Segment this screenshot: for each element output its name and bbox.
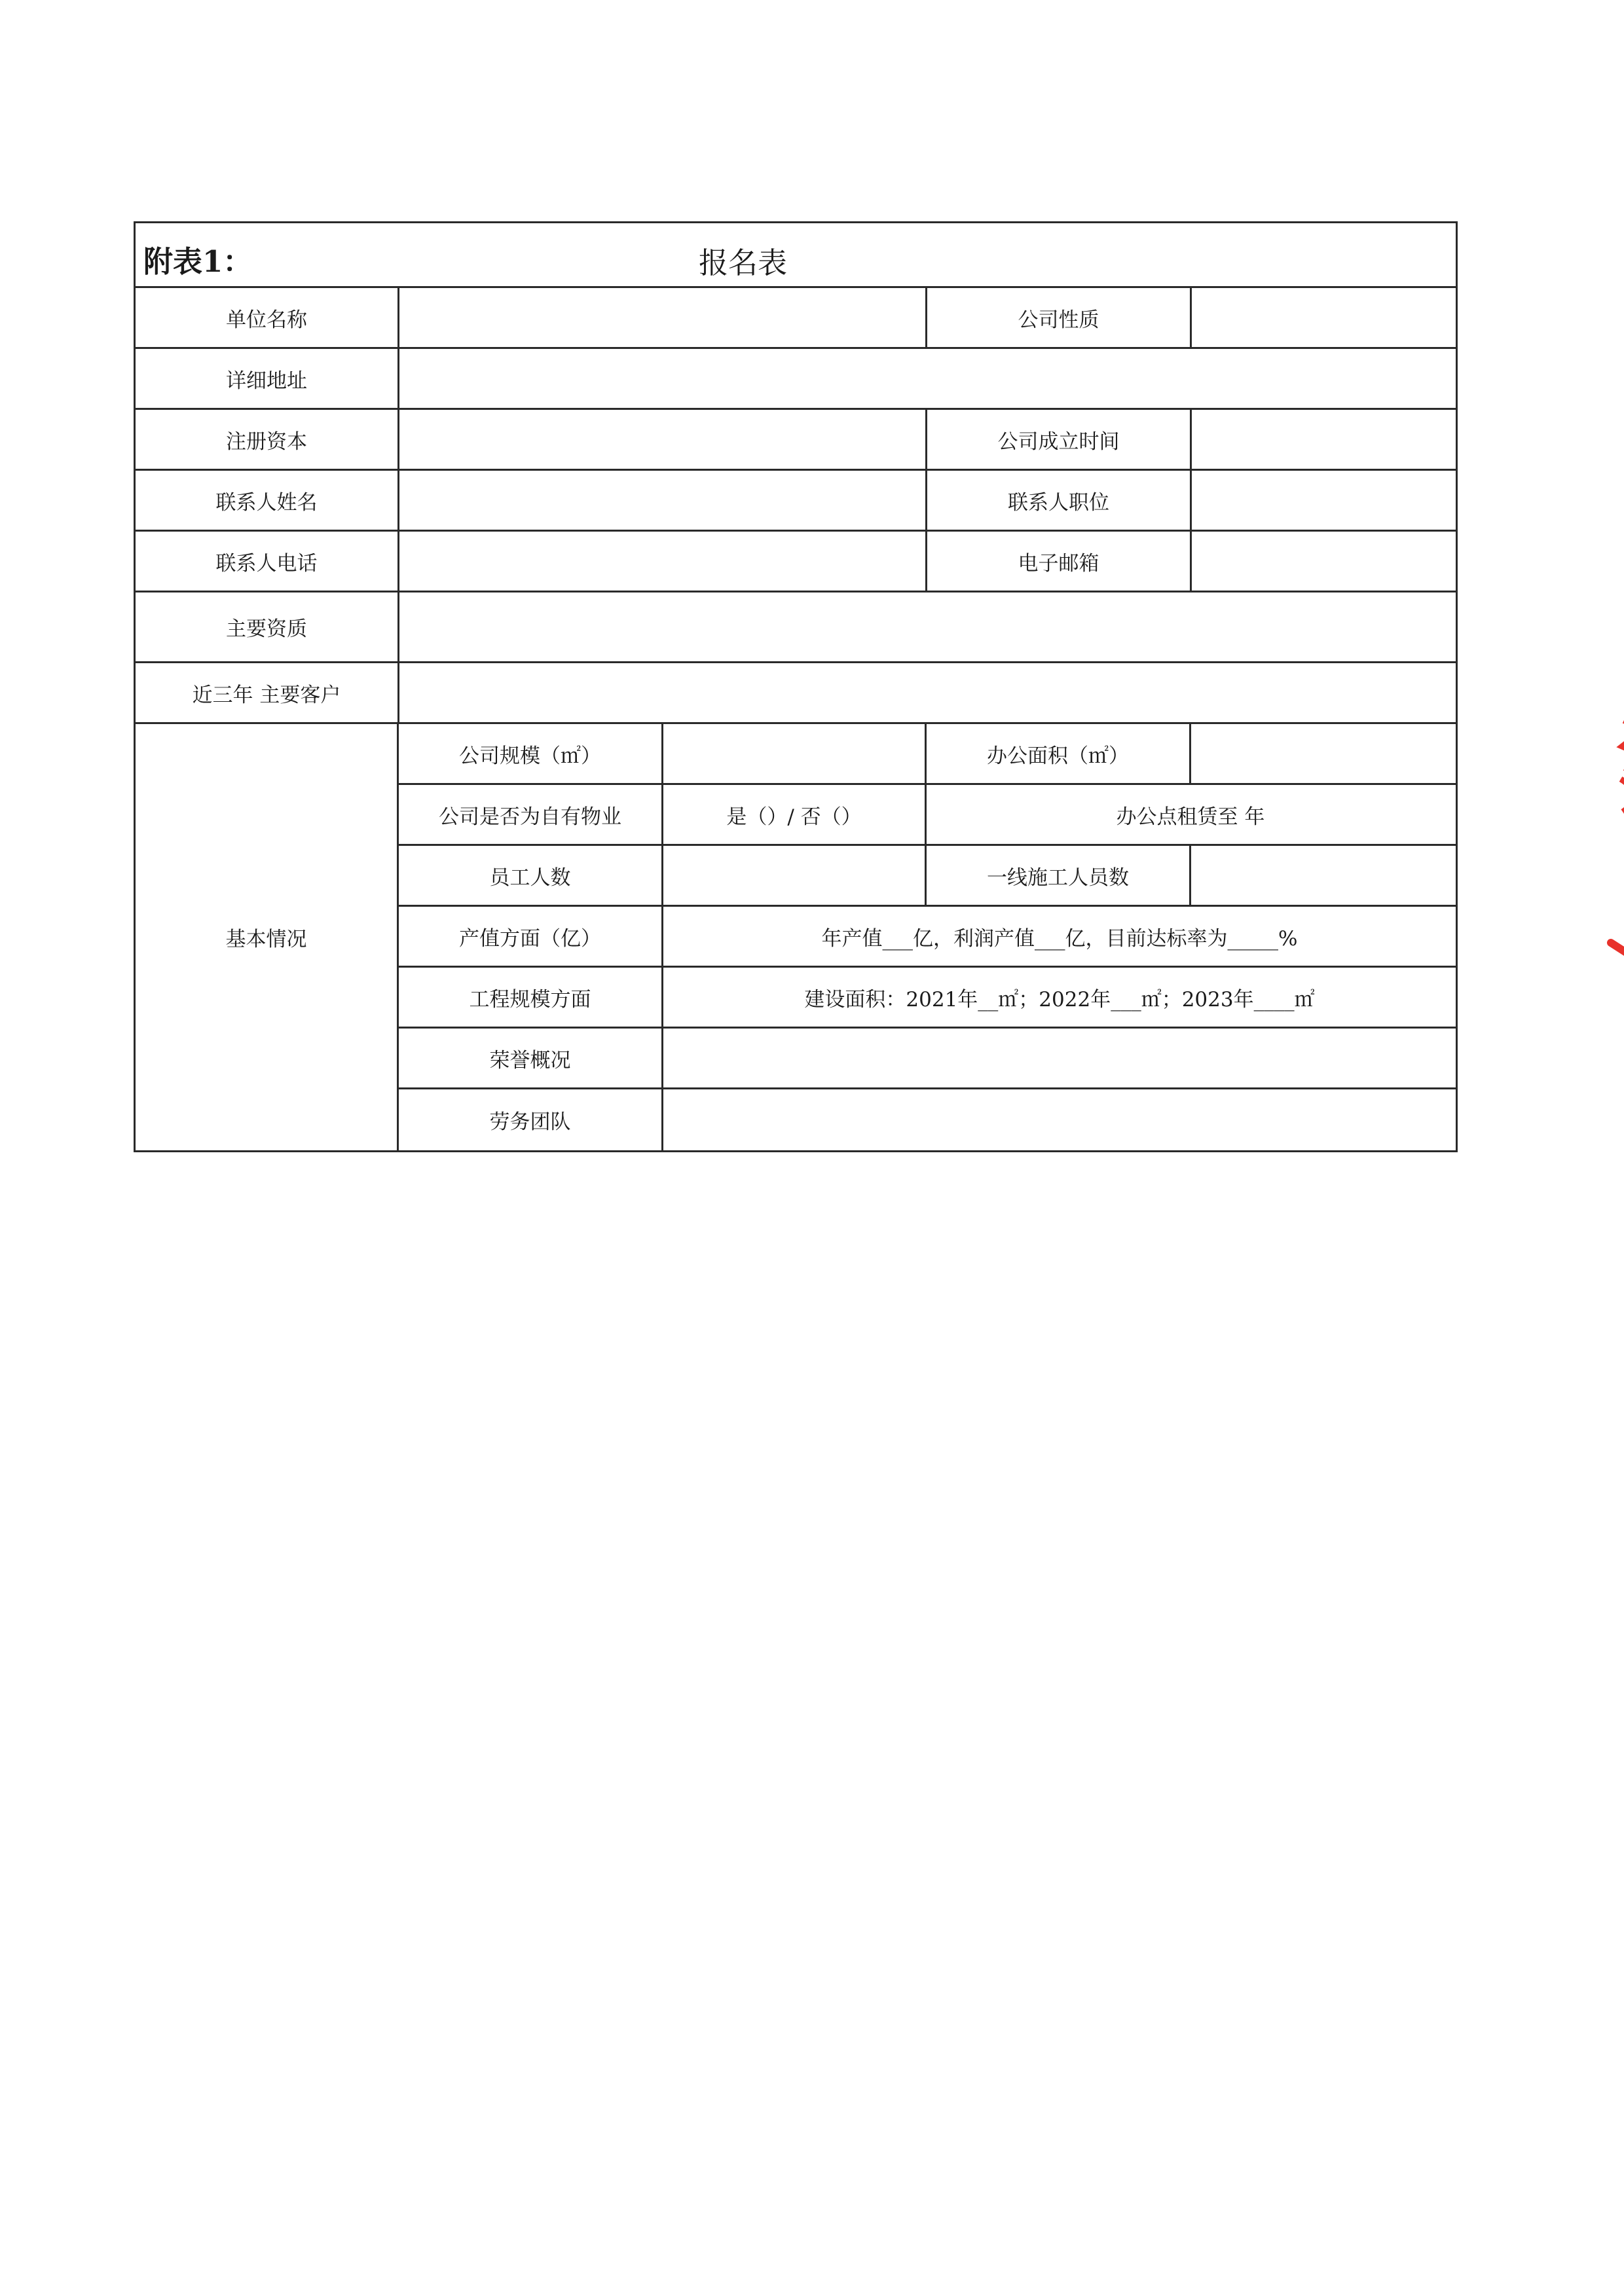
clients-label: 近三年 主要客户: [136, 663, 399, 722]
table-row: [399, 1029, 1456, 1089]
address-label: 详细地址: [136, 349, 399, 408]
founded-time-field[interactable]: [1192, 410, 1456, 469]
output-value-field[interactable]: 年产值___亿，利润产值___亿，目前达标率为_____%: [821, 926, 1298, 951]
lease-until-field[interactable]: 办公点租赁至 年: [1116, 805, 1265, 829]
form-title: 报名表: [699, 246, 788, 280]
founded-time-label: 公司成立时间: [927, 410, 1192, 469]
company-nature-label: 公司性质: [927, 288, 1192, 347]
table-row: [136, 410, 1456, 471]
table-row: [399, 907, 1456, 968]
employees-field[interactable]: [663, 846, 927, 905]
annex-label: 附表1：: [143, 244, 253, 279]
qualifications-label: 主要资质: [136, 592, 399, 661]
unit-name-field[interactable]: [399, 288, 927, 347]
table-row: [136, 471, 1456, 532]
registration-form: [134, 221, 1458, 1152]
table-row: [136, 532, 1456, 592]
honors-label: 荣誉概况: [399, 1029, 663, 1087]
registered-capital-field[interactable]: [399, 410, 927, 469]
table-row: [136, 592, 1456, 663]
table-row: [136, 663, 1456, 724]
table-row: [399, 785, 1456, 846]
table-row: [399, 846, 1456, 907]
office-area-label: 办公面积（㎡）: [927, 724, 1191, 783]
contact-position-label: 联系人职位: [927, 471, 1192, 530]
title-row: [136, 223, 1456, 288]
contact-phone-field[interactable]: [399, 532, 927, 591]
contact-phone-label: 联系人电话: [136, 532, 399, 591]
table-row: [136, 288, 1456, 349]
table-row: [399, 1089, 1456, 1150]
frontline-workers-field[interactable]: [1191, 846, 1453, 905]
basic-info-section: [136, 724, 1456, 1150]
address-field[interactable]: [399, 349, 1456, 408]
frontline-workers-label: 一线施工人员数: [927, 846, 1191, 905]
email-label: 电子邮箱: [927, 532, 1192, 591]
contact-name-field[interactable]: [399, 471, 927, 530]
email-field[interactable]: [1192, 532, 1456, 591]
contact-name-label: 联系人姓名: [136, 471, 399, 530]
office-area-field[interactable]: [1191, 724, 1453, 783]
clients-field[interactable]: [399, 663, 1456, 722]
output-value-label: 产值方面（亿）: [399, 907, 663, 966]
own-property-options[interactable]: 是（）/ 否（）: [663, 785, 927, 844]
company-scale-label: 公司规模（㎡）: [399, 724, 663, 783]
qualifications-field[interactable]: [399, 592, 1456, 661]
table-row: [399, 968, 1456, 1029]
honors-field[interactable]: [663, 1029, 1456, 1087]
table-row: [399, 724, 1456, 785]
basic-info-body: [399, 724, 1456, 1150]
table-row: [136, 349, 1456, 410]
contact-position-field[interactable]: [1192, 471, 1456, 530]
labor-team-field[interactable]: [663, 1089, 1456, 1150]
unit-name-label: 单位名称: [136, 288, 399, 347]
basic-info-label: 基本情况: [136, 724, 399, 1150]
employees-label: 员工人数: [399, 846, 663, 905]
own-property-label: 公司是否为自有物业: [399, 785, 663, 844]
company-scale-field[interactable]: [663, 724, 927, 783]
project-scale-field[interactable]: 建设面积：2021年__㎡；2022年___㎡；2023年____㎡: [804, 987, 1315, 1011]
company-nature-field[interactable]: [1192, 288, 1456, 347]
project-scale-label: 工程规模方面: [399, 968, 663, 1027]
registered-capital-label: 注册资本: [136, 410, 399, 469]
seal-stamp: [1585, 648, 1624, 975]
labor-team-label: 劳务团队: [399, 1089, 663, 1150]
